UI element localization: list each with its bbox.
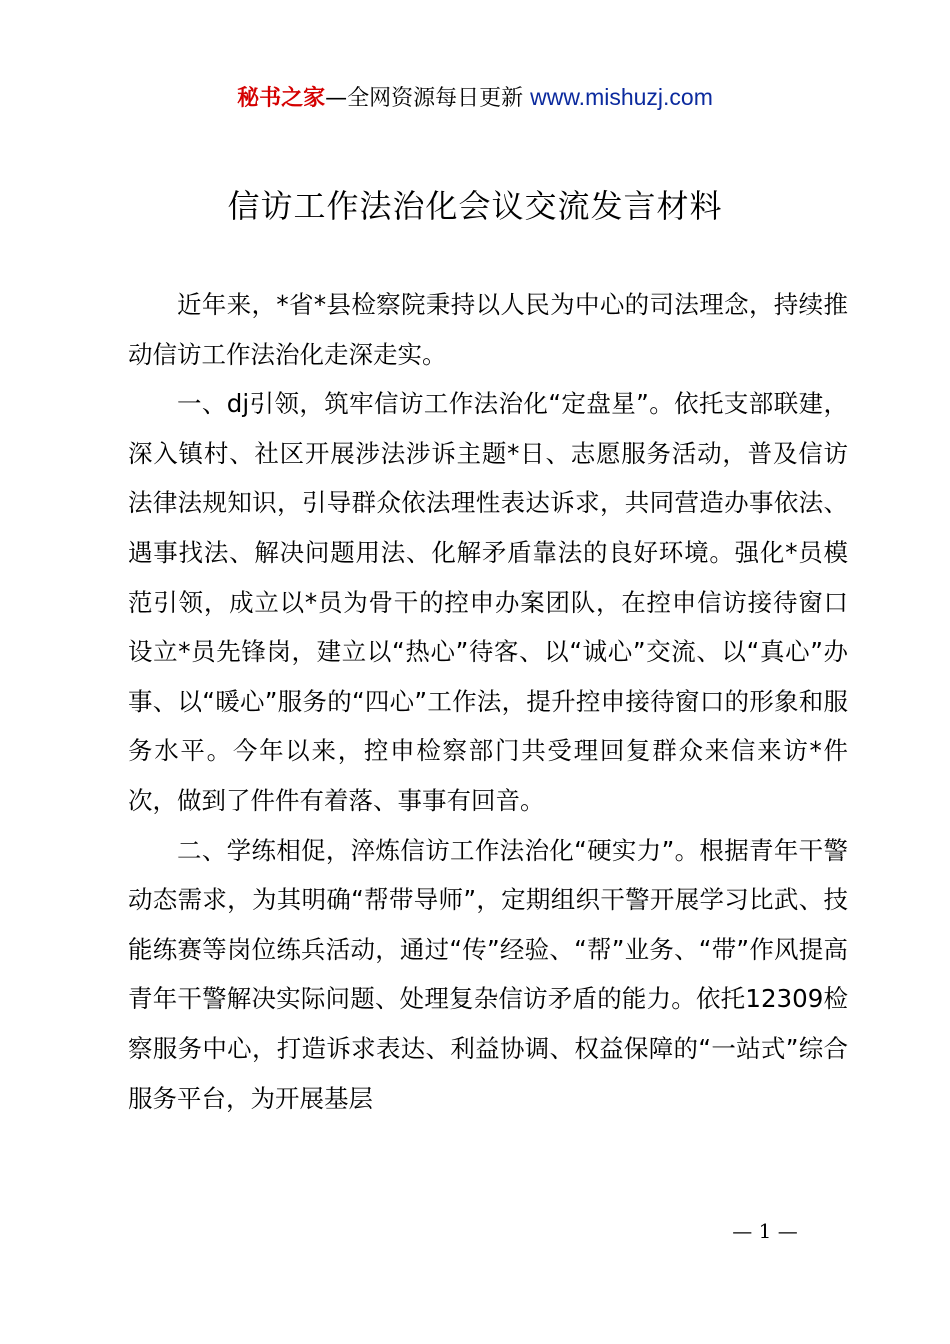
- site-brand: 秘书之家: [237, 86, 326, 111]
- document-body: [128, 280, 848, 1123]
- paragraph-intro: 近年来，*省*县检察院秉持以人民为中心的司法理念，持续推动信访工作法治化走深走实。: [128, 290, 848, 369]
- paragraph-section-two: 二、学练相促，淬炼信访工作法治化“硬实力”。根据青年干警动态需求，为其明确“帮带导师”，定期组织干警开展学习比武、技能练赛等岗位练兵活动，通过“传”经验、“帮”业务、“带”作风提高青年干警解决实际问题、处理复杂信访矛盾的能力。依托12309检察服务中心，打造诉求表达、利益协调、权益保障的“一站式”综合服务平台，为开展基层: [128, 835, 848, 1113]
- site-tagline: —全网资源每日更新: [325, 86, 524, 111]
- paragraph-section-one: 一、dj引领，筑牢信访工作法治化“定盘星”。依托支部联建，深入镇村、社区开展涉法涉诉主题*日、志愿服务活动，普及信访法律法规知识，引导群众依法理性表达诉求，共同营造办事依法、遇事找法、解决问题用法、化解矛盾靠法的良好环境。强化*员模范引领，成立以*员为骨干的控申办案团队，在控申信访接待窗口设立*员先锋岗，建立以“热心”待客、以“诚心”交流、以“真心”办事、以“暖心”服务的“四心”工作法，提升控申接待窗口的形象和服务水平。今年以来，控申检察部门共受理回复群众来信来访*件次，做到了件件有着落、事事有回音。: [128, 389, 848, 815]
- page-number: — 1 —: [732, 1219, 798, 1243]
- site-header: [0, 82, 950, 114]
- document-title: 信访工作法治化会议交流发言材料: [227, 187, 723, 225]
- site-url-link[interactable]: www.mishuzj.com: [530, 84, 713, 110]
